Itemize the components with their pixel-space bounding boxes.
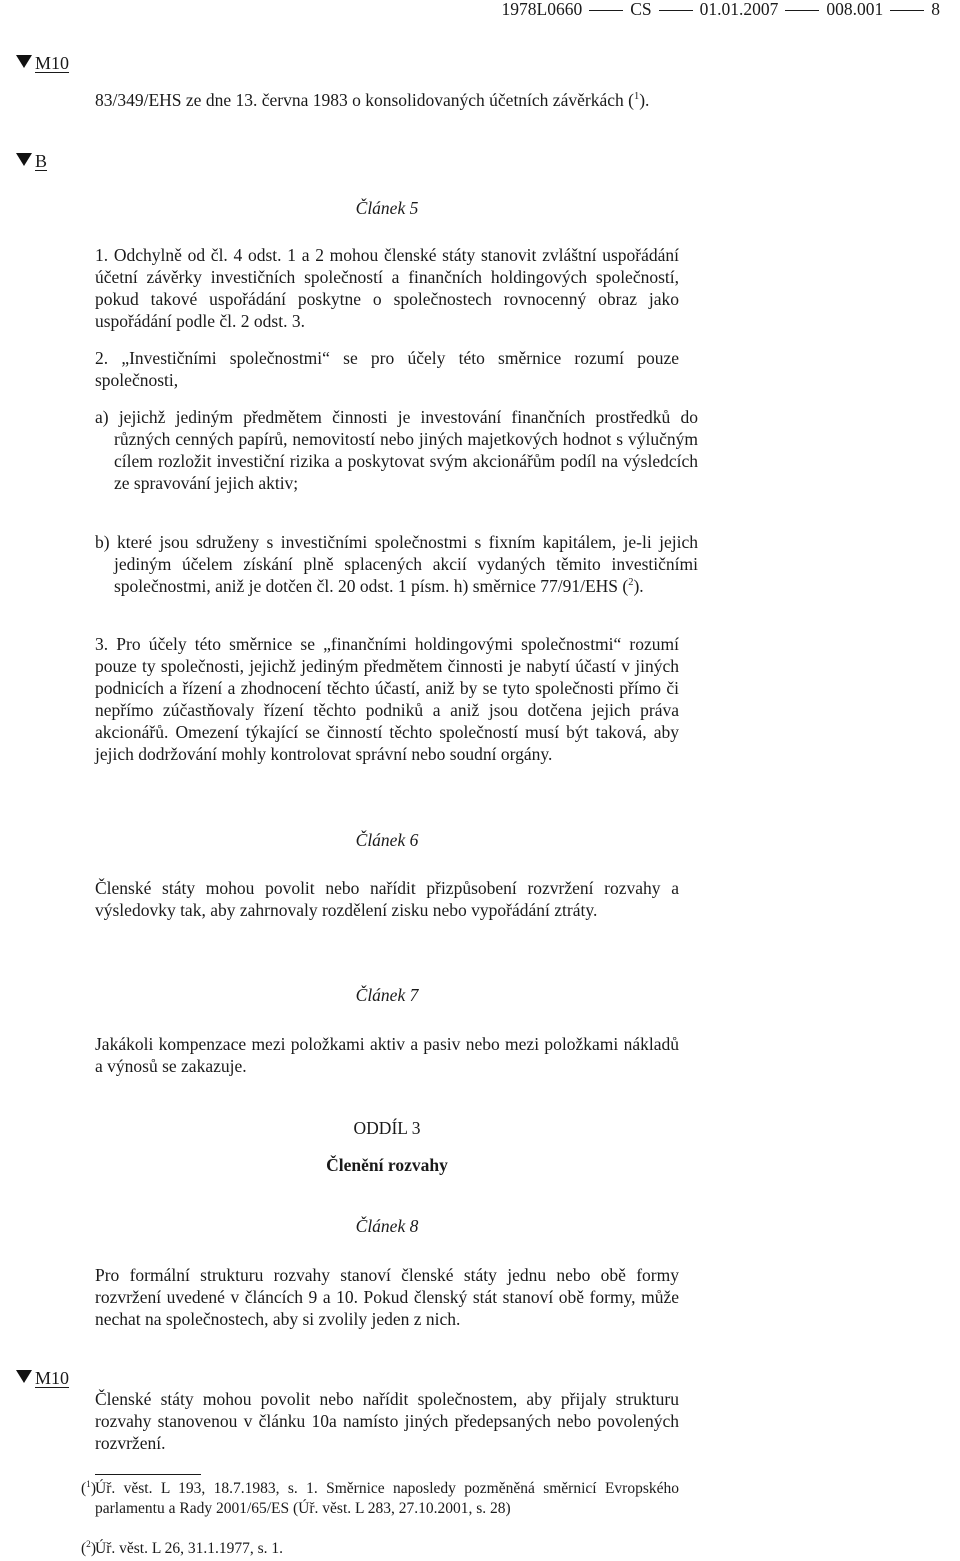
footnote-ref[interactable]: 2 — [628, 577, 634, 589]
item-text: které jsou sdruženy s investičními společnostmi s fixním kapitálem, je-li jejich jediným účelem získání plně splacených akcií vydaných těmito investičními společnostmi, aniž je dotčen čl. 20 odst. 1 písm. h) směrnice 77/91/EHS ( — [114, 532, 699, 596]
triangle-down-icon — [16, 1370, 32, 1383]
item-text-end: ). — [633, 576, 644, 596]
article-title: Článek 5 — [355, 198, 419, 218]
art5-paragraph-3: 3. Pro účely této směrnice se „finančními holdingovými společnostmi“ rozumí pouze ty společnosti, jejichž jediným předmětem činnosti je nabytí účastí v jiných podnicích a řízení a zhodnocení těchto účastí, aniž by se tyto společnosti přímo či nepřímo zúčastňovaly řízení těchto podniků a aniž jsou dotčena jejich práva akcionářů. Omezení týkající se činností těchto společností musí být taková, aby jejich dodržování mohly kontrolovat správní nebo soudní orgány. — [95, 634, 679, 764]
header-dash — [785, 10, 819, 11]
footnote-num: 2 — [86, 1539, 91, 1550]
doc-version: 008.001 — [826, 0, 884, 19]
art5-item-b — [95, 531, 698, 597]
item-text: jejichž jediným předmětem činnosti je investování finančních prostředků do různých cenných papírů, nemovitostí nebo jiných majetkových hodnot s výlučným cílem rozložit investiční rizika a poskytovat svým akcionářům podíl na výsledcích ze spravování jejich aktiv; — [114, 407, 698, 493]
header-dash — [890, 10, 924, 11]
intro-paragraph — [95, 89, 679, 111]
footnote-text: Úř. věst. L 26, 31.1.1977, s. 1. — [95, 1540, 283, 1557]
art8-paragraph-2: Členské státy mohou povolit nebo nařídit společnostem, aby přijaly strukturu rozvahy stanovenou v článku 10a namísto jiných předepsaných nebo povolených rozvržení. — [95, 1389, 679, 1453]
footnote-number: ($^1$) — [81, 1479, 96, 1497]
intro-text-end: ). — [639, 90, 650, 110]
doc-date: 01.01.2007 — [699, 0, 779, 19]
amendment-marker-m10[interactable] — [16, 52, 69, 74]
footnote-text: Úř. věst. L 193, 18.7.1983, s. 1. Směrnice naposledy pozměněná směrnicí Evropského parlamentu a Rady 2001/65/ES (Úř. věst. L 283, 27.10.2001, s. 28) — [95, 1480, 679, 1517]
amendment-marker-b[interactable] — [16, 150, 47, 172]
triangle-down-icon — [16, 55, 32, 68]
footnote-ref[interactable]: 1 — [633, 91, 640, 103]
footnote-number: ($^2$) — [81, 1539, 96, 1557]
doc-lang: CS — [630, 0, 652, 19]
page-header — [502, 0, 940, 20]
section-label: ODDÍL 3 — [353, 1118, 421, 1138]
marker-label: M10 — [35, 1368, 70, 1388]
intro-text: 83/349/EHS ze dne 13. června 1983 o konsolidovaných účetních závěrkách ( — [95, 90, 634, 110]
footnote-num: 1 — [86, 1479, 91, 1490]
marker-label: B — [35, 151, 48, 171]
art5-item-a — [95, 406, 698, 494]
art7-paragraph: Jakákoli kompenzace mezi položkami aktiv a pasiv nebo mezi položkami nákladů a výnosů se zakazuje. — [95, 1034, 679, 1076]
amendment-marker-m10[interactable] — [16, 1367, 69, 1389]
art6-paragraph: Členské státy mohou povolit nebo nařídit přizpůsobení rozvržení rozvahy a výsledovky tak, aby zahrnovaly rozdělení zisku nebo vypořádání ztráty. — [95, 878, 679, 920]
art5-paragraph-2: 2. „Investičními společnostmi“ se pro účely této směrnice rozumí pouze společnosti, — [95, 348, 679, 390]
page-number: 8 — [931, 0, 940, 19]
article-title: Článek 8 — [355, 1216, 419, 1236]
article-title: Článek 6 — [355, 830, 419, 850]
footnote — [81, 1539, 679, 1559]
footnote-divider — [95, 1474, 201, 1475]
item-label: b) — [95, 532, 110, 552]
header-dash — [589, 10, 623, 11]
marker-label: M10 — [35, 53, 70, 73]
item-label: a) — [95, 407, 109, 427]
footnote — [81, 1479, 679, 1518]
section-title: Členění rozvahy — [326, 1155, 448, 1175]
article-title: Článek 7 — [355, 985, 419, 1005]
doc-code: 1978L0660 — [501, 0, 583, 19]
art5-paragraph-1: 1. Odchylně od čl. 4 odst. 1 a 2 mohou členské státy stanovit zvláštní uspořádání účetní závěrky investičních společností a finančních holdingových společností, pokud takové uspořádání poskytne o společnostech rovnocenný obraz jako uspořádání podle čl. 2 odst. 3. — [95, 245, 679, 331]
triangle-down-icon — [16, 153, 32, 166]
header-dash — [659, 10, 693, 11]
art8-paragraph-1: Pro formální strukturu rozvahy stanoví členské státy jednu nebo obě formy rozvržení uvedené v článcích 9 a 10. Pokud členský stát stanoví obě formy, může nechat na společnostech, aby si zvolily jeden z nich. — [95, 1265, 679, 1329]
